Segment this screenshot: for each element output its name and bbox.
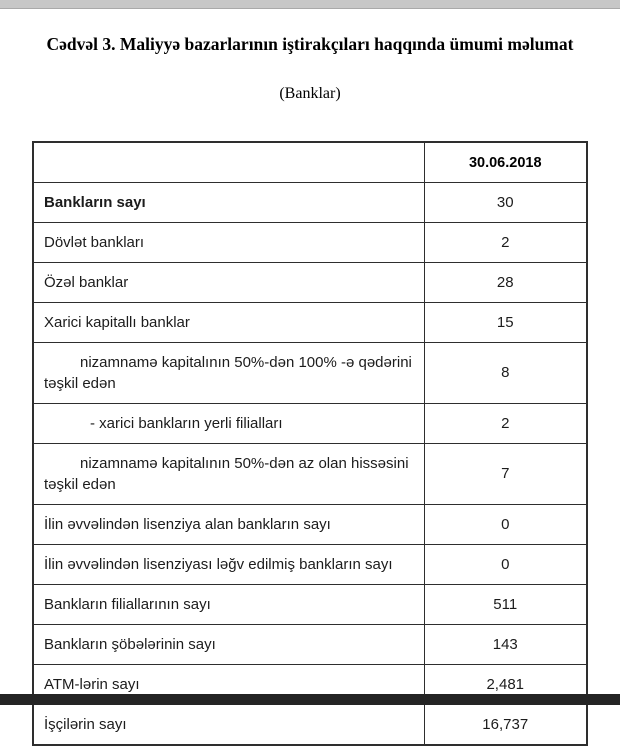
row-label: İlin əvvəlindən lisenziyası ləğv edilmiş bankların sayı [33,544,424,584]
row-value: 8 [424,342,587,403]
row-label: ATM-lərin sayı [33,664,424,704]
row-label: Bankların filiallarının sayı [33,584,424,624]
table-body [33,182,587,745]
row-value: 15 [424,302,587,342]
table-row [33,443,587,504]
row-value: 2 [424,222,587,262]
table-row [33,584,587,624]
row-value: 0 [424,544,587,584]
row-label: İlin əvvəlindən lisenziya alan bankların sayı [33,504,424,544]
table-header [33,142,587,182]
table-row [33,302,587,342]
row-label: nizamnamə kapitalının 50%-dən 100% -ə qədərini təşkil edən [33,342,424,403]
table-row [33,222,587,262]
row-value: 0 [424,504,587,544]
table-row [33,704,587,745]
row-value: 16,737 [424,704,587,745]
row-value: 2,481 [424,664,587,704]
date-header-cell: 30.06.2018 [424,142,587,182]
empty-header-cell [33,142,424,182]
top-gray-bar [0,0,620,9]
row-label: Xarici kapitallı banklar [33,302,424,342]
row-value: 30 [424,182,587,222]
table-row [33,544,587,584]
table-row [33,262,587,302]
row-label: nizamnamə kapitalının 50%-dən az olan hissəsini təşkil edən [33,443,424,504]
row-label: - xarici bankların yerli filialları [33,403,424,443]
table-row [33,342,587,403]
header-row [33,142,587,182]
row-value: 2 [424,403,587,443]
page-title: Cədvəl 3. Maliyyə bazarlarının iştirakçıları haqqında ümumi məlumat [46,34,574,54]
bottom-dark-bar [0,694,620,705]
row-label: İşçilərin sayı [33,704,424,745]
page-subtitle: (Banklar) [279,85,341,103]
row-value: 143 [424,624,587,664]
table-row [33,182,587,222]
row-value: 511 [424,584,587,624]
row-value: 7 [424,443,587,504]
table-row [33,624,587,664]
table-row [33,504,587,544]
row-label: Bankların sayı [33,182,424,222]
row-label: Dövlət bankları [33,222,424,262]
table-row [33,403,587,443]
row-label: Özəl banklar [33,262,424,302]
row-value: 28 [424,262,587,302]
banks-table [32,141,588,746]
row-label: Bankların şöbələrinin sayı [33,624,424,664]
